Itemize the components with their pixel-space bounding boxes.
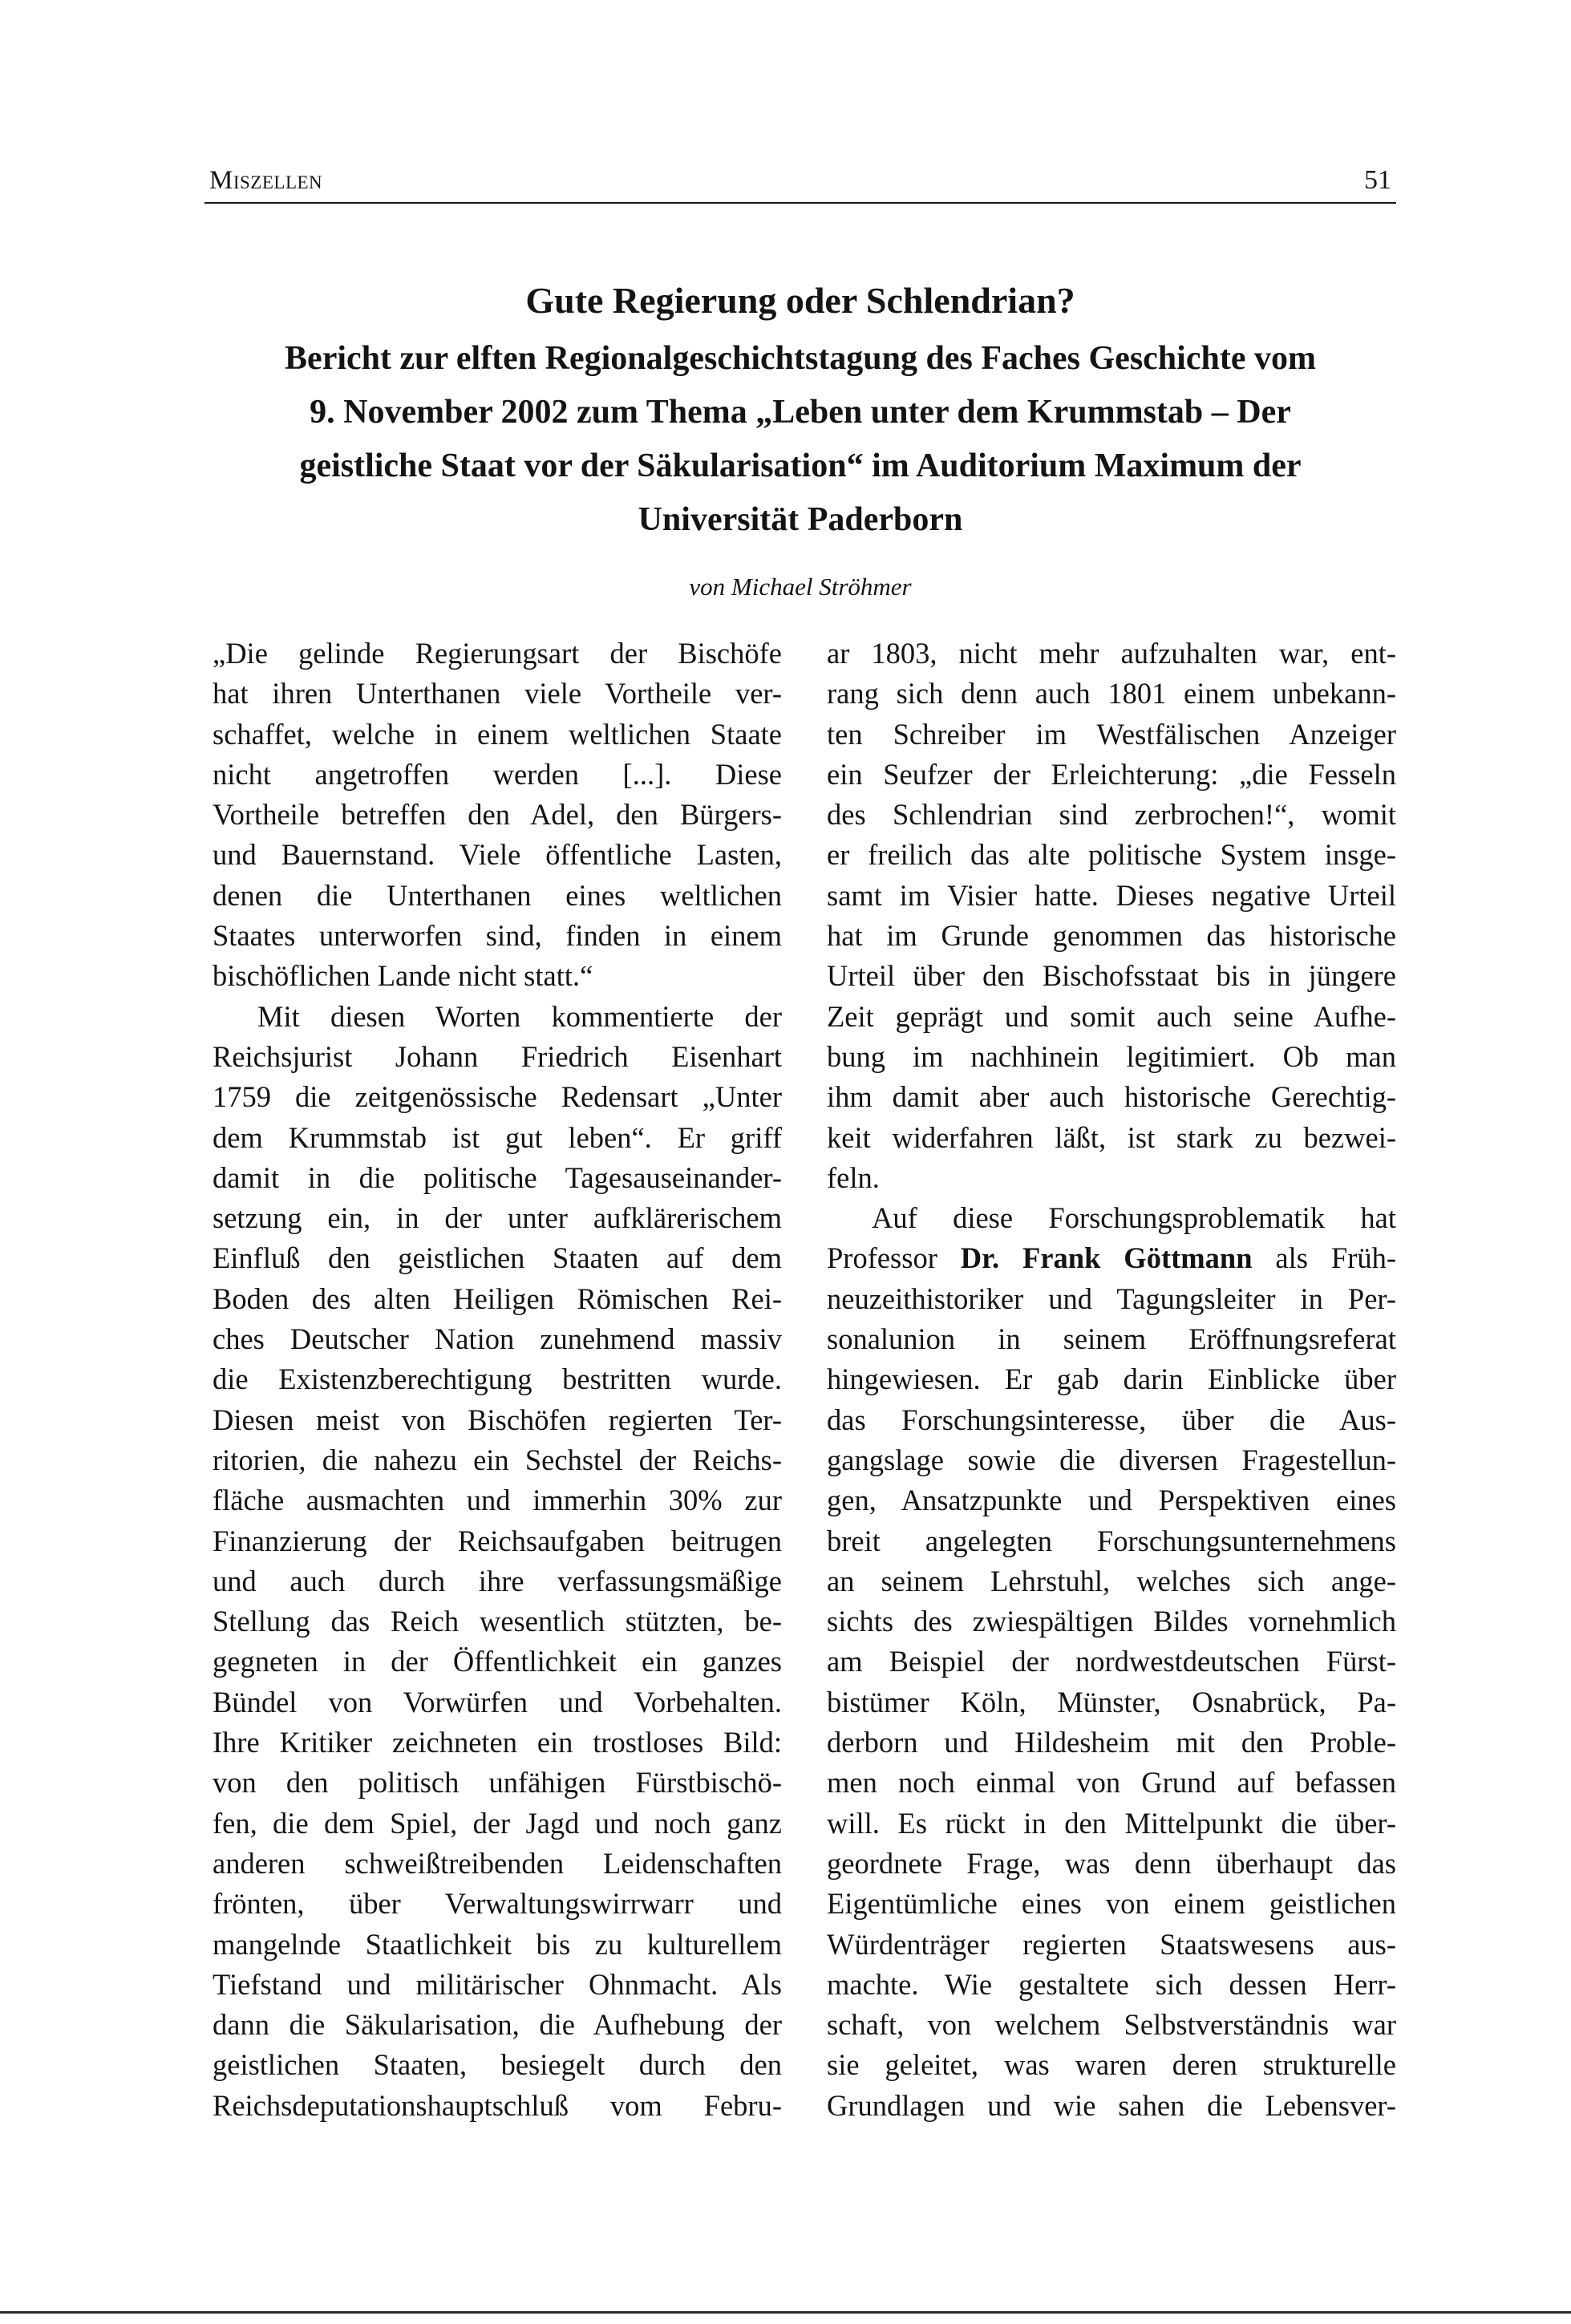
text-line: hingewiesen. Er gab darin Einblicke über — [827, 1362, 1396, 1396]
text-line: „Die gelinde Regierungsart der Bischöfe — [213, 637, 782, 670]
text-line: Einfluß den geistlichen Staaten auf dem — [213, 1241, 782, 1275]
subtitle-line: Bericht zur elften Regionalgeschichtstagung des Faches Geschichte vom — [285, 340, 1316, 377]
text-line: Reichsjurist Johann Friedrich Eisenhart — [213, 1039, 782, 1073]
author-byline: von Michael Ströhmer — [689, 573, 912, 601]
text-line: ches Deutscher Nation zunehmend massiv — [213, 1322, 782, 1356]
text-line: samt im Visier hatte. Dieses negative Urteil — [827, 878, 1396, 912]
text-line: er freilich das alte politische System insge- — [827, 838, 1396, 872]
text-line: Staates unterworfen sind, finden in einem — [213, 919, 782, 953]
text-line: schaffet, welche in einem weltlichen Staate — [213, 717, 782, 751]
text-line: Boden des alten Heiligen Römischen Rei- — [213, 1281, 782, 1315]
text-line: feln. — [827, 1160, 880, 1194]
text-line: mangelnde Staatlichkeit bis zu kulturellem — [213, 1927, 782, 1961]
text-line: ar 1803, nicht mehr aufzuhalten war, ent- — [827, 637, 1396, 670]
text-line: will. Es rückt in den Mittelpunkt die über- — [827, 1806, 1396, 1840]
text-fragment: als Früh- — [1252, 1241, 1397, 1275]
text-line: rang sich denn auch 1801 einem unbekann- — [827, 677, 1396, 711]
text-line: neuzeithistoriker und Tagungsleiter in Per- — [827, 1281, 1396, 1315]
text-line: gen, Ansatzpunkte und Perspektiven eines — [827, 1484, 1396, 1517]
text-line: anderen schweißtreibenden Leidenschaften — [213, 1846, 782, 1880]
text-line: gegneten in der Öffentlichkeit ein ganzes — [213, 1645, 782, 1678]
subtitle-line: Universität Paderborn — [638, 501, 963, 538]
text-line: die Existenzberechtigung bestritten wurde. — [213, 1362, 782, 1396]
text-line: dann die Säkularisation, die Aufhebung der — [213, 2008, 782, 2042]
article-subtitle — [204, 332, 1396, 547]
text-line: Mit diesen Worten kommentierte der — [257, 999, 782, 1033]
text-line: frönten, über Verwaltungswirrwarr und — [213, 1887, 782, 1921]
left-column — [213, 634, 782, 2126]
text-line: dem Krummstab ist gut leben“. Er griff — [213, 1120, 782, 1154]
text-line: ihm damit aber auch historische Gerechtig- — [827, 1080, 1396, 1114]
text-line: setzung ein, in der unter aufklärerischem — [213, 1201, 782, 1235]
text-line: 1759 die zeitgenössische Redensart „Unter — [213, 1080, 782, 1114]
text-line: damit in die politische Tagesauseinander- — [213, 1160, 782, 1194]
text-line: hat ihren Unterthanen viele Vortheile ver- — [213, 677, 782, 711]
text-line: schaft, von welchem Selbstverständnis war — [827, 2008, 1396, 2042]
article-heading — [204, 277, 1396, 547]
text-fragment: Professor — [827, 1241, 961, 1275]
text-line: von den politisch unfähigen Fürstbischö- — [213, 1766, 782, 1800]
text-line: Stellung das Reich wesentlich stützten, be- — [213, 1605, 782, 1638]
text-line: Zeit geprägt und somit auch seine Aufhe- — [827, 999, 1396, 1033]
scan-bottom-edge — [0, 2311, 1571, 2314]
text-line: und auch durch ihre verfassungsmäßige — [213, 1564, 782, 1597]
text-line: das Forschungsinteresse, über die Aus- — [827, 1403, 1396, 1436]
running-header — [204, 157, 1396, 204]
text-line: Vortheile betreffen den Adel, den Bürgers- — [213, 798, 782, 832]
text-line: ein Seufzer der Erleichterung: „die Fesseln — [827, 757, 1396, 791]
text-line-with-name — [827, 1238, 1396, 1278]
text-line: des Schlendrian sind zerbrochen!“, womit — [827, 798, 1396, 832]
article-title: Gute Regierung oder Schlendrian? — [525, 280, 1075, 321]
text-line: Auf diese Forschungsproblematik hat — [872, 1201, 1396, 1235]
text-line: Eigentümliche eines von einem geistlichen — [827, 1887, 1396, 1921]
text-line: sie geleitet, was waren deren strukturelle — [827, 2048, 1396, 2082]
text-line: Bündel von Vorwürfen und Vorbehalten. — [213, 1685, 782, 1719]
text-line: bistümer Köln, Münster, Osnabrück, Pa- — [827, 1685, 1396, 1719]
text-line: nicht angetroffen werden [...]. Diese — [213, 757, 782, 791]
text-line: Urteil über den Bischofsstaat bis in jüngere — [827, 959, 1396, 993]
text-line: derborn und Hildesheim mit den Proble- — [827, 1726, 1396, 1759]
text-line: Würdenträger regierten Staatswesens aus- — [827, 1927, 1396, 1961]
section-title: Miszellen — [209, 166, 323, 195]
text-line: keit widerfahren läßt, ist stark zu bezwei- — [827, 1120, 1396, 1154]
text-line: sichts des zwiespältigen Bildes vornehmlich — [827, 1605, 1396, 1638]
text-line: fläche ausmachten und immerhin 30% zur — [213, 1484, 782, 1517]
text-line: sonalunion in seinem Eröffnungsreferat — [827, 1322, 1396, 1356]
text-line: denen die Unterthanen eines weltlichen — [213, 878, 782, 912]
text-line: an seinem Lehrstuhl, welches sich ange- — [827, 1564, 1396, 1597]
text-line: geordnete Frage, was denn überhaupt das — [827, 1846, 1396, 1880]
subtitle-line: 9. November 2002 zum Thema „Leben unter dem Krummstab – Der — [310, 394, 1291, 431]
text-line: und Bauernstand. Viele öffentliche Lasten, — [213, 838, 782, 872]
text-line: geistlichen Staaten, besiegelt durch den — [213, 2048, 782, 2082]
text-line: Tiefstand und militärischer Ohnmacht. Als — [213, 1967, 782, 2001]
person-name: Dr. Frank Göttmann — [960, 1241, 1253, 1275]
right-column — [827, 634, 1396, 2126]
text-line: hat im Grunde genommen das historische — [827, 919, 1396, 953]
text-line: Diesen meist von Bischöfen regierten Ter- — [213, 1403, 782, 1436]
text-line: machte. Wie gestaltete sich dessen Herr- — [827, 1967, 1396, 2001]
text-line: ritorien, die nahezu ein Sechstel der Reichs- — [213, 1443, 782, 1476]
text-line: fen, die dem Spiel, der Jagd und noch ganz — [213, 1806, 782, 1840]
text-line: bischöflichen Lande nicht statt.“ — [213, 959, 593, 993]
text-line: breit angelegten Forschungsunternehmens — [827, 1524, 1396, 1557]
subtitle-line: geistliche Staat vor der Säkularisation“ im Auditorium Maximum der — [299, 447, 1302, 484]
text-line: Ihre Kritiker zeichneten ein trostloses Bild: — [213, 1726, 782, 1759]
text-line: am Beispiel der nordwestdeutschen Fürst- — [827, 1645, 1396, 1678]
text-line: gangslage sowie die diversen Fragestellun- — [827, 1443, 1396, 1476]
text-line: Grundlagen und wie sahen die Lebensver- — [827, 2088, 1396, 2122]
text-line: Finanzierung der Reichsaufgaben beitrugen — [213, 1524, 782, 1557]
text-line: ten Schreiber im Westfälischen Anzeiger — [827, 717, 1396, 751]
text-line: bung im nachhinein legitimiert. Ob man — [827, 1039, 1396, 1073]
text-line: Reichsdeputationshauptschluß vom Febru- — [213, 2088, 782, 2122]
text-line: men noch einmal von Grund auf befassen — [827, 1766, 1396, 1800]
page-number: 51 — [1364, 165, 1391, 195]
